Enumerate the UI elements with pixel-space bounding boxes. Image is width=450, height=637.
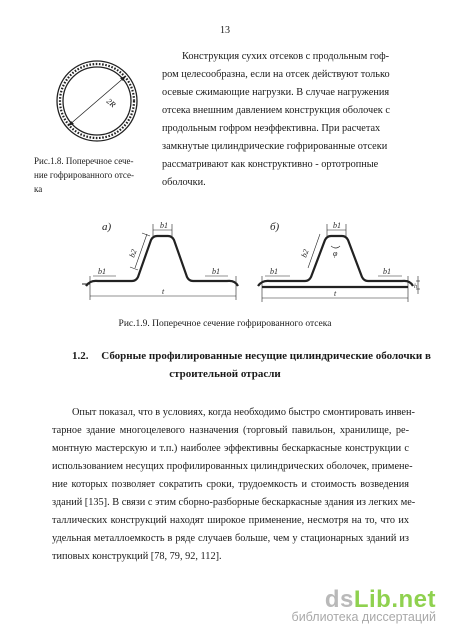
text-line: монтную мастерскую и т.п.) наиболее эффективны бескаркасные конструкции с	[52, 443, 409, 454]
caption-line: ка	[34, 184, 43, 194]
section-heading	[72, 350, 431, 362]
text-line: замкнутые цилиндрические гофрированные отсеки	[162, 141, 388, 152]
text-line: ние которых позволяет сократить сроки, трудоемкость и стоимость возведения	[52, 479, 409, 490]
dim-b1-label: b1	[98, 267, 106, 276]
radius-label: 2R	[104, 96, 118, 110]
caption-line: ние гофрированного отсе-	[34, 170, 134, 180]
text-line: рассматривают как конструктивно - ортотропные	[162, 159, 379, 170]
panel-a-label: а)	[102, 221, 112, 233]
dim-t-label: t	[334, 289, 337, 298]
dim-h-label: h	[414, 284, 417, 290]
figure-1-9-caption: Рис.1.9. Поперечное сечение гофрированного отсека	[118, 319, 332, 329]
dim-b1-label: b1	[160, 221, 168, 230]
dim-phi-label: φ	[333, 249, 338, 258]
text-line: таллических конструкций находят широкое применение, несмотря на то, что их	[52, 515, 409, 526]
dslib-subtitle: библиотека диссертаций	[291, 610, 436, 624]
text-line: продольным гофром неэффективна. При расчетах	[162, 123, 381, 134]
dslib-logo: dsLib.net	[324, 586, 436, 613]
section-title-line1: Сборные профилированные несущие цилиндрические оболочки в	[101, 350, 431, 362]
text-line: отсека внешним давлением конструкция оболочек с	[162, 105, 390, 116]
dim-b1-label: b1	[212, 267, 220, 276]
text-line: Конструкция сухих отсеков с продольным гоф-	[182, 51, 390, 62]
dim-b1-label: b1	[383, 267, 391, 276]
page-number: 13	[220, 25, 230, 36]
text-line: тарное здание многоцелевого назначения (торговый павильон, хранилище, ре-	[52, 425, 409, 436]
text-line: использованием несущих профилированных цилиндрических оболочек, примене-	[52, 461, 413, 472]
text-line: ром целесообразна, если на отсек действуют только	[162, 69, 390, 80]
caption-line: Рис.1.8. Поперечное сече-	[34, 156, 134, 166]
dim-b2-label: b2	[127, 248, 139, 259]
text-line: зданий [135]. В связи с этим сборно-разборные бескаркасные здания из легких ме-	[52, 497, 416, 508]
text-line: оболочки.	[162, 177, 206, 188]
dim-b1-label: b1	[333, 221, 341, 230]
dim-b1-label: b1	[270, 267, 278, 276]
text-line: удельная металлоемкость в ряде случаев больше, чем у стационарных зданий из	[52, 533, 409, 544]
text-line: типовых конструкций [78, 79, 92, 112].	[52, 551, 222, 562]
figure-1-9-corrugation-profiles	[80, 210, 420, 310]
text-line: осевые сжимающие нагрузки. В случае нагружения	[162, 87, 390, 98]
section-title-line2: строительной отрасли	[169, 368, 281, 380]
section-number: 1.2.	[72, 350, 89, 362]
dim-b2-label: b2	[299, 248, 311, 259]
figure-1-8-corrugated-ring	[54, 58, 140, 144]
dslib-watermark[interactable]	[292, 586, 436, 624]
panel-b-label: б)	[270, 221, 280, 233]
dim-t-label: t	[162, 287, 165, 296]
text-line: Опыт показал, что в условиях, когда необходимо быстро смонтировать инвен-	[72, 407, 415, 418]
